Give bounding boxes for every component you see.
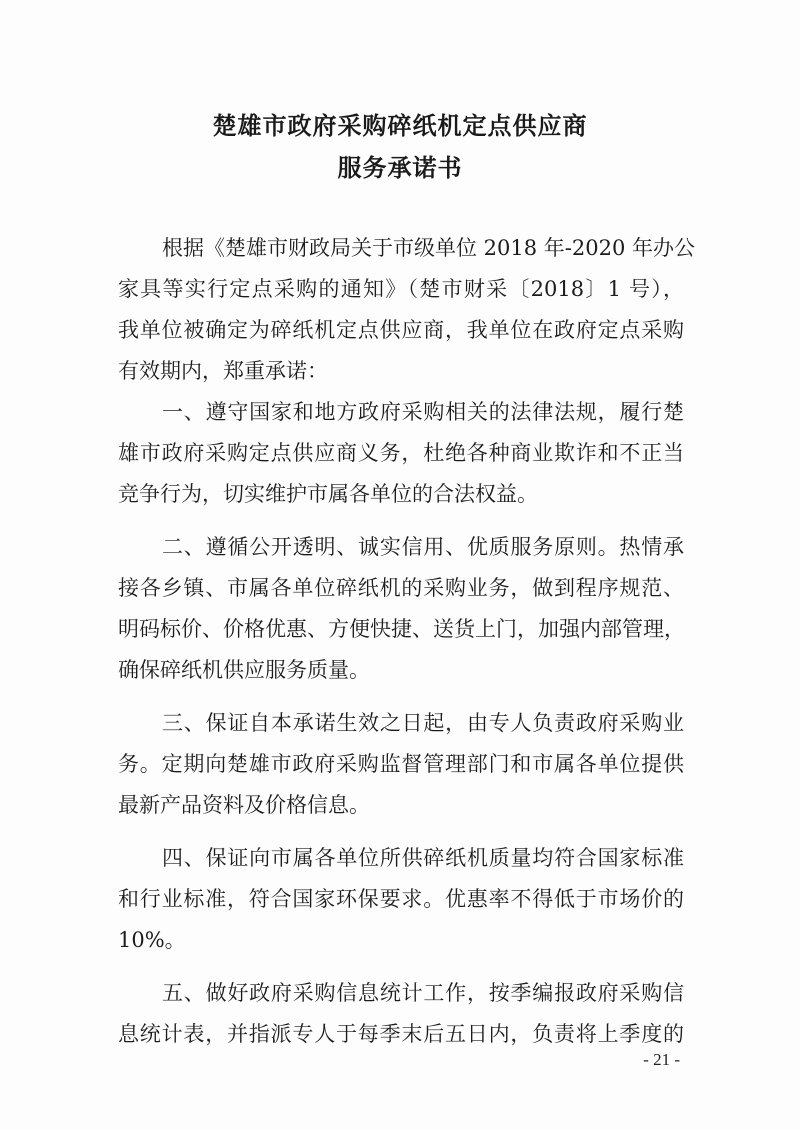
text-line: 息统计表，并指派专人于每季末后五日内，负责将上季度的 bbox=[118, 1022, 684, 1046]
text-line: 我单位被确定为碎纸机定点供应商，我单位在政府定点采购 bbox=[118, 318, 684, 342]
title-line-2: 服务承诺书 bbox=[337, 153, 463, 182]
text-line: 四、保证向市属各单位所供碎纸机质量均符合国家标准 bbox=[162, 846, 684, 870]
text-line: 务。定期向楚雄市政府采购监督管理部门和市属各单位提供 bbox=[118, 752, 684, 776]
body-text bbox=[118, 228, 696, 1055]
text-line: 二、遵循公开透明、诚实信用、优质服务原则。热情承 bbox=[162, 535, 684, 559]
text-line: 竞争行为，切实维护市属各单位的合法权益。 bbox=[118, 482, 538, 506]
text-line: 家具等实行定点采购的通知》（楚市财采〔2018〕1 号）， bbox=[118, 277, 684, 301]
text-line: 10%。 bbox=[118, 928, 186, 952]
text-line: 有效期内，郑重承诺： bbox=[118, 359, 328, 383]
text-line: 一、遵守国家和地方政府采购相关的法律法规，履行楚 bbox=[162, 400, 684, 424]
text-line: 五、做好政府采购信息统计工作，按季编报政府采购信 bbox=[162, 981, 684, 1005]
text-line: 雄市政府采购定点供应商义务，杜绝各种商业欺诈和不正当 bbox=[118, 441, 684, 465]
text-line: 和行业标准，符合国家环保要求。优惠率不得低于市场价的 bbox=[118, 887, 684, 911]
page-number: - 21 - bbox=[643, 1050, 680, 1069]
text-line: 三、保证自本承诺生效之日起，由专人负责政府采购业 bbox=[162, 711, 684, 735]
text-line: 接各乡镇、市属各单位碎纸机的采购业务，做到程序规范、 bbox=[118, 576, 684, 600]
text-line: 最新产品资料及价格信息。 bbox=[118, 793, 370, 817]
text-line: 确保碎纸机供应服务质量。 bbox=[118, 658, 370, 682]
title-line-1: 楚雄市政府采购碎纸机定点供应商 bbox=[212, 111, 588, 140]
text-line: 明码标价、价格优惠、方便快捷、送货上门，加强内部管理， bbox=[118, 617, 685, 641]
text-line: 根据《楚雄市财政局关于市级单位 2018 年-2020 年办公 bbox=[162, 236, 696, 260]
